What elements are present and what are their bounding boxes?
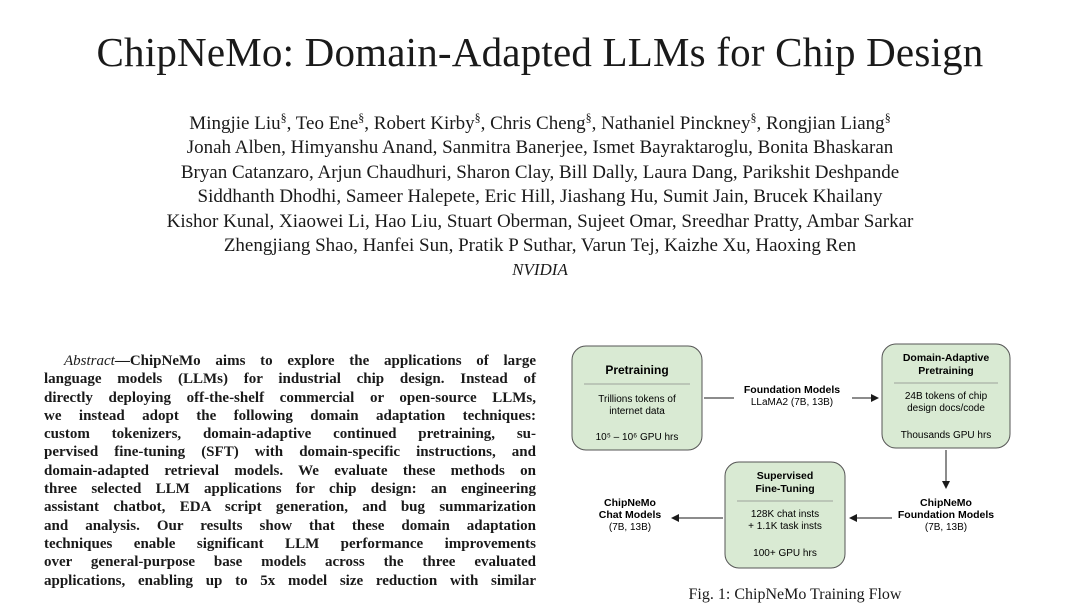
abstract-line: over general-purpose base models across the three evaluated [44, 554, 536, 571]
sft-title: Fine-Tuning [755, 483, 815, 495]
abstract-line: we instead adopt the following domain adaptation techniques: [44, 407, 536, 424]
sft-cost: 100+ GPU hrs [753, 548, 817, 559]
affiliation-mark: § [474, 110, 481, 125]
affiliation-mark: § [585, 110, 592, 125]
author-name: Teo Ene [295, 113, 359, 134]
abstract [44, 352, 536, 590]
chipnemo-foundation-size: (7B, 13B) [924, 522, 968, 533]
abstract-line: directly deploying off-the-shelf commercial or open-source LLMs, [44, 389, 536, 406]
author-line-3: Bryan Catanzaro, Arjun Chaudhuri, Sharon Clay, Bill Dally, Laura Dang, Parikshit Deshpande [180, 161, 900, 183]
chipnemo-foundation-label: ChipNeMo [920, 497, 972, 509]
foundation-models-size: LLaMA2 (7B, 13B) [750, 397, 834, 408]
dapt-title: Domain-Adaptive [902, 352, 990, 364]
sft-desc: 128K chat insts [750, 509, 820, 520]
abstract-line: pervised fine-tuning (SFT) with domain-specific instructions, and [44, 444, 536, 461]
author-list [0, 112, 1080, 283]
pretraining-box [572, 346, 702, 450]
affiliation-mark: § [884, 110, 891, 125]
abstract-line: Abstract—ChipNeMo aims to explore the applications of large [64, 353, 536, 369]
sft-box [725, 462, 845, 568]
dapt-desc: 24B tokens of chip [904, 391, 988, 402]
author-name: Rongjian Liang [765, 113, 885, 134]
foundation-models-label: Foundation Models [743, 384, 841, 396]
abstract-line: assistant chatbot, EDA script generation, and bug summarization [44, 499, 536, 516]
abstract-line: custom tokenizers, domain-adaptive continued pretraining, su- [44, 426, 536, 443]
dapt-desc: design docs/code [907, 403, 985, 414]
chat-models-label: ChipNeMo [604, 497, 656, 509]
affiliation-mark: § [750, 110, 757, 125]
abstract-line: techniques enable significant LLM performance improvements [44, 535, 536, 552]
dapt-box [882, 344, 1010, 448]
author-name: Robert Kirby [373, 113, 475, 134]
abstract-line: language models (LLMs) for industrial chip design. Instead of [44, 371, 536, 388]
author-line-2: Jonah Alben, Himyanshu Anand, Sanmitra Banerjee, Ismet Bayraktaroglu, Bonita Bhaskaran [186, 137, 894, 159]
paper-title: ChipNeMo: Domain-Adapted LLMs for Chip Design [96, 29, 984, 75]
pretraining-desc: Trillions tokens of [598, 394, 676, 405]
affiliation-mark: § [280, 110, 287, 125]
pretraining-title: Pretraining [605, 363, 669, 377]
dapt-title: Pretraining [918, 365, 974, 377]
affiliation-mark: § [358, 110, 365, 125]
abstract-line: domain-adapted retrieval models. We evaluate these methods on [44, 462, 536, 479]
abstract-heading: Abstract [64, 353, 115, 369]
author-line-6: Zhengjiang Shao, Hanfei Sun, Pratik P Suthar, Varun Tej, Kaizhe Xu, Haoxing Ren [223, 235, 857, 257]
author-name: Nathaniel Pinckney [601, 113, 751, 134]
abstract-line: and analysis. Our results show that these domain adaptation [44, 517, 536, 534]
author-name: Chris Cheng [490, 113, 586, 134]
chipnemo-foundation-label: Foundation Models [897, 509, 995, 521]
abstract-line: three selected LLM applications for chip design: an engineering [44, 481, 536, 498]
pretraining-desc: internet data [609, 406, 665, 417]
training-flow-figure [560, 340, 1030, 570]
figure-caption: Fig. 1: ChipNeMo Training Flow [688, 586, 902, 603]
author-line-4: Siddhanth Dhodhi, Sameer Halepete, Eric Hill, Jiashang Hu, Sumit Jain, Brucek Khailany [197, 186, 883, 208]
training-flow-diagram [560, 340, 1030, 570]
dapt-cost: Thousands GPU hrs [900, 430, 992, 441]
chat-models-size: (7B, 13B) [608, 522, 652, 533]
affiliation: NVIDIA [512, 260, 568, 280]
author-line-1: Mingjie Liu§, Teo Ene§, Robert Kirby§, Chris Cheng§, Nathaniel Pinckney§, Rongjian Liang§ [189, 110, 891, 134]
author-name: Mingjie Liu [189, 113, 281, 134]
author-line-5: Kishor Kunal, Xiaowei Li, Hao Liu, Stuart Oberman, Sujeet Omar, Sreedhar Pratty, Ambar Sarkar [166, 210, 914, 232]
sft-title: Supervised [756, 470, 814, 482]
abstract-line: applications, enabling up to 5x model size reduction with similar [44, 572, 536, 589]
sft-desc: + 1.1K task insts [748, 521, 822, 532]
chat-models-label: Chat Models [598, 509, 662, 521]
pretraining-cost: 10⁵ – 10⁶ GPU hrs [595, 432, 679, 443]
